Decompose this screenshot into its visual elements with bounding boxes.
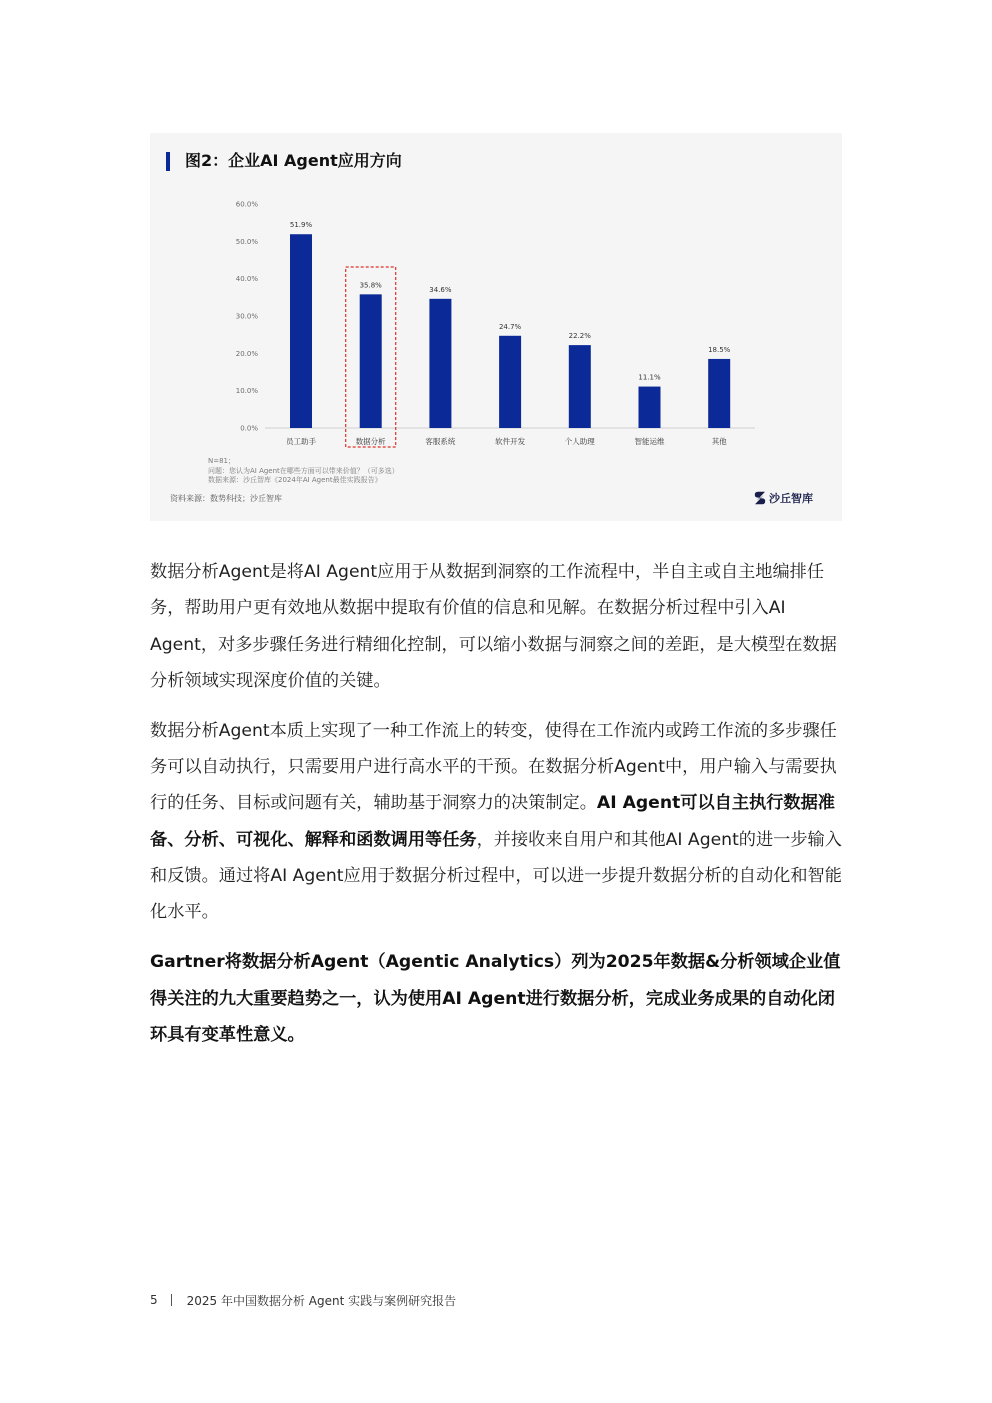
shaqiu-logo-icon <box>754 491 766 505</box>
figure-note-sample: N=81； <box>208 457 236 465</box>
paragraph-2-part-1: 数据分析Agent本质上实现了一种工作流上的转变，使得在工作流内或跨工作流的多步骤任务可以自动执行，只需要用户进行高水平的干预。在数据分析Agent中，用户输入与需要执行的任务、目标或问题有关，辅助基于洞察力的决策制定。 <box>150 720 837 814</box>
y-tick-label: 20.0% <box>235 349 258 358</box>
footer-report-title: 2025 年中国数据分析 Agent 实践与案例研究报告 <box>186 1293 457 1308</box>
page-footer <box>150 1292 456 1308</box>
figure-title: 图2：企业AI Agent应用方向 <box>185 151 402 170</box>
brand-logo <box>754 490 813 506</box>
figure-panel <box>150 133 842 521</box>
body-text <box>150 554 842 1067</box>
value-label: 35.8% <box>359 281 382 290</box>
paragraph-2-part-3: ，并接收来自用户和其他AI Agent的进一步输入和反馈。通过将AI Agent应用于数据分析过程中，可以进一步提升数据分析的自动化和智能化水平。 <box>150 829 842 923</box>
value-label: 51.9% <box>289 221 313 230</box>
bar <box>290 234 312 428</box>
brand-logo-text: 沙丘智库 <box>769 492 813 505</box>
value-label: 34.6% <box>429 285 452 294</box>
category-label: 智能运维 <box>634 437 665 446</box>
category-label: 员工助手 <box>286 437 316 446</box>
y-tick-label: 30.0% <box>235 312 258 321</box>
paragraph-1: 数据分析Agent是将AI Agent应用于从数据到洞察的工作流程中，半自主或自主地编排任务，帮助用户更有效地从数据中提取有价值的信息和见解。在数据分析过程中引入AI Agent，对多步骤任务进行精细化控制，可以缩小数据与洞察之间的差距，是大模型在数据分析领域实现深度价值的关键。 <box>150 562 837 691</box>
category-label: 数据分析 <box>355 437 386 446</box>
category-label: 其他 <box>711 437 727 446</box>
y-tick-label: 0.0% <box>240 424 258 433</box>
y-tick-label: 40.0% <box>235 275 258 284</box>
category-label: 个人助理 <box>564 437 595 446</box>
category-label: 软件开发 <box>495 437 526 446</box>
category-label: 客服系统 <box>425 437 456 446</box>
page-number: 5 <box>150 1293 158 1307</box>
bar <box>708 359 730 428</box>
bar <box>360 294 382 428</box>
figure-title-accent-bar <box>166 152 170 171</box>
value-label: 22.2% <box>568 332 591 341</box>
paragraph-3-bold: Gartner将数据分析Agent（Agentic Analytics）列为2025年数据&分析领域企业值得关注的九大重要趋势之一，认为使用AI Agent进行数据分析，完成业务成果的自动化闭环具有变革性意义。 <box>150 952 841 1045</box>
y-tick-label: 10.0% <box>235 387 258 396</box>
bar <box>569 345 591 428</box>
figure-source: 资料来源：数势科技；沙丘智库 <box>170 494 282 503</box>
paragraph-2-bold-part: AI Agent可以自主执行数据准备、分析、可视化、解释和函数调用等任务 <box>150 793 835 850</box>
bar <box>429 299 451 428</box>
value-label: 18.5% <box>708 345 731 354</box>
bar <box>639 387 661 428</box>
bar <box>499 336 521 428</box>
figure-notes <box>208 457 399 486</box>
paragraph-2 <box>150 713 842 931</box>
y-tick-label: 60.0% <box>235 200 258 209</box>
value-label: 11.1% <box>638 373 661 382</box>
figure-note-data-source: 数据来源：沙丘智库《2024年AI Agent最佳实践报告》 <box>208 476 382 484</box>
footer-divider <box>171 1294 172 1306</box>
figure-note-question: 问题：您认为AI Agent在哪些方面可以带来价值？（可多选） <box>208 466 399 475</box>
y-tick-label: 50.0% <box>235 237 258 246</box>
value-label: 24.7% <box>498 322 522 331</box>
